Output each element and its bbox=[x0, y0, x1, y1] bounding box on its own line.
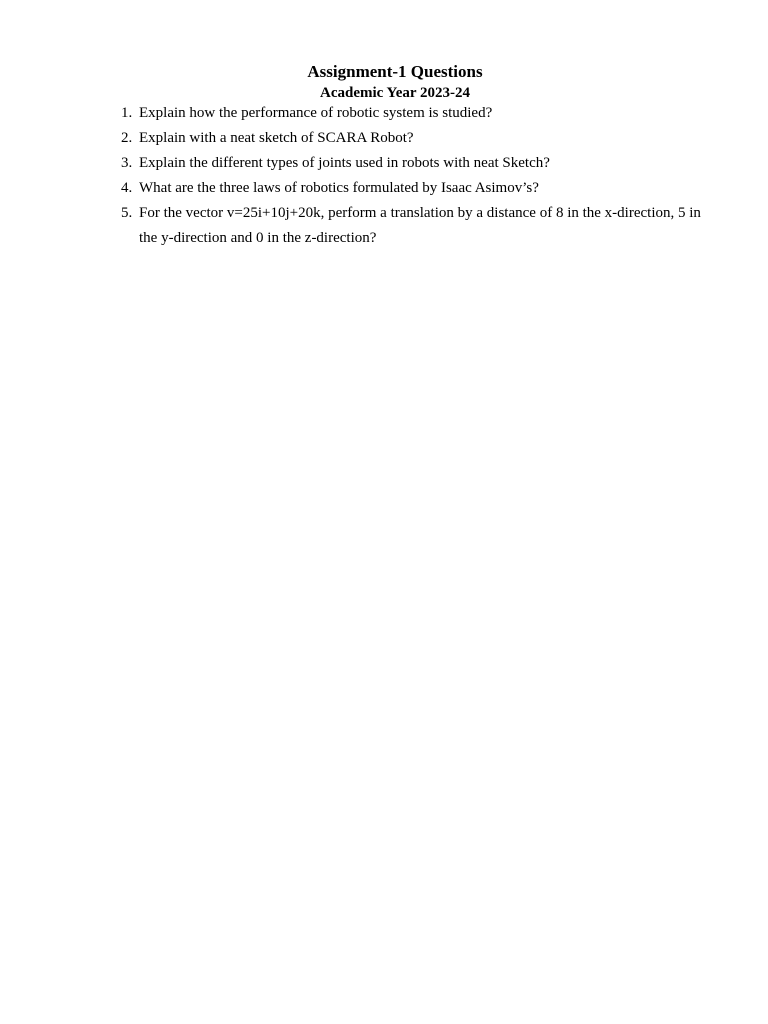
question-text: Explain how the performance of robotic system is studied? bbox=[139, 105, 493, 121]
question-number: 1. bbox=[121, 105, 133, 121]
question-text: Explain the different types of joints used in robots with neat Sketch? bbox=[139, 155, 550, 171]
document-subtitle: Academic Year 2023-24 bbox=[320, 85, 470, 101]
question-number: 2. bbox=[121, 130, 133, 146]
question-number: 5. bbox=[121, 205, 133, 221]
list-item bbox=[110, 176, 710, 201]
document-title: Assignment-1 Questions bbox=[307, 62, 483, 81]
question-number: 3. bbox=[121, 155, 133, 171]
list-item bbox=[110, 151, 710, 176]
question-text: What are the three laws of robotics formulated by Isaac Asimov’s? bbox=[139, 180, 539, 196]
question-number: 4. bbox=[121, 180, 133, 196]
list-item bbox=[110, 101, 710, 126]
question-text: For the vector v=25i+10j+20k, perform a translation by a distance of 8 in the x-direction, 5 in the y-direction and 0 in the z-direction? bbox=[139, 205, 701, 246]
list-item bbox=[110, 201, 710, 251]
question-text: Explain with a neat sketch of SCARA Robot? bbox=[139, 130, 414, 146]
question-list bbox=[110, 101, 710, 251]
list-item bbox=[110, 126, 710, 151]
